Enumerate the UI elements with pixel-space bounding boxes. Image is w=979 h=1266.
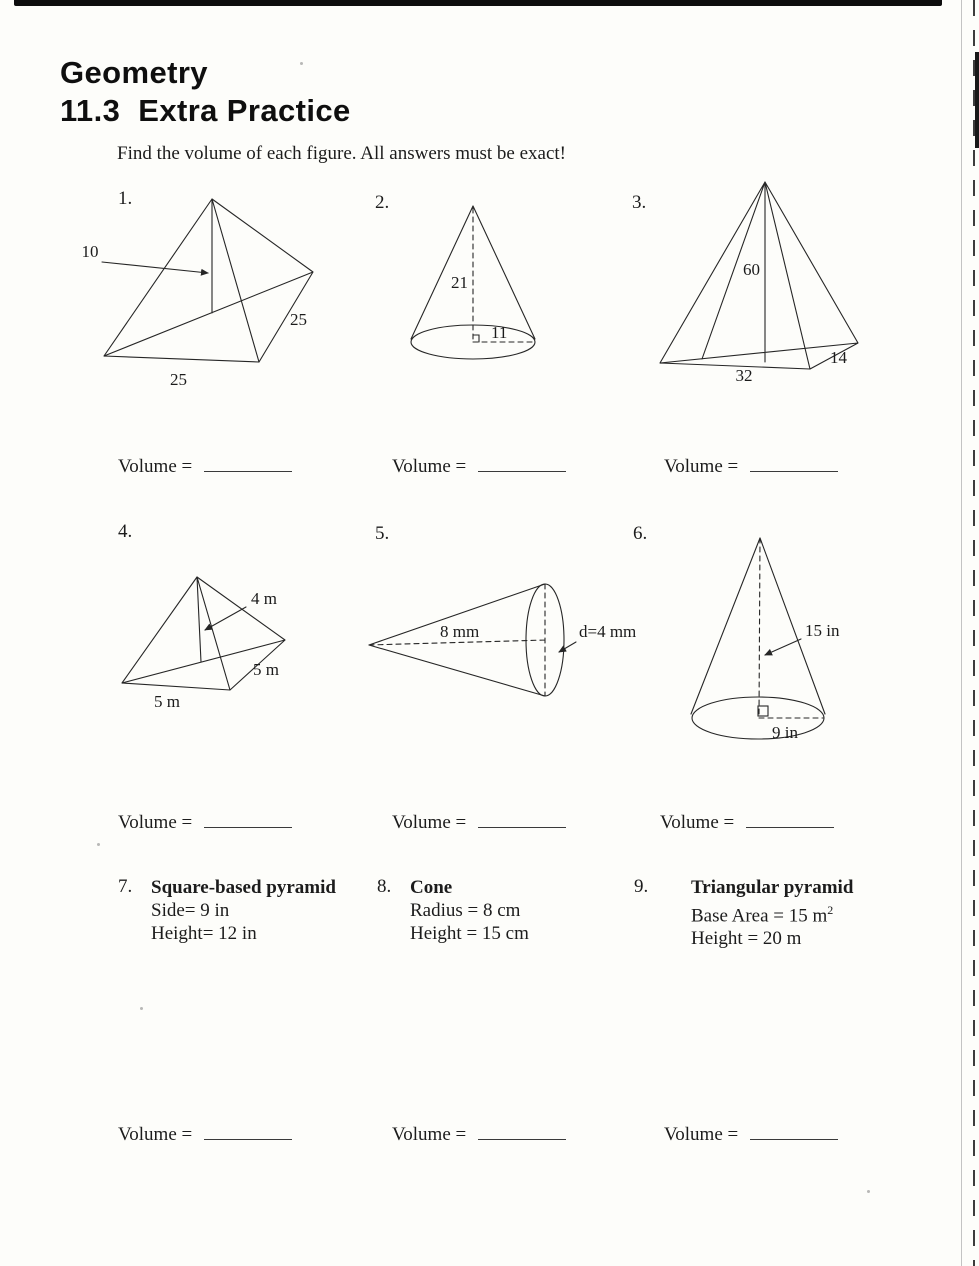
figure-4-pyramid [105, 563, 335, 713]
fig4-height-label: 4 m [251, 589, 277, 608]
problem-9-line1-text: Base Area = 15 m [691, 905, 828, 927]
figure-2-cone [398, 196, 568, 368]
problem-8-title: Cone [410, 877, 453, 898]
answer-blank-7 [204, 1120, 292, 1140]
answer-blank-1 [204, 452, 292, 472]
volume-answer-4 [118, 808, 292, 834]
volume-label: Volume = [660, 811, 735, 833]
height-and-radius-dashed [473, 208, 533, 342]
scan-speck [97, 843, 100, 846]
volume-label: Volume = [392, 455, 467, 477]
problem-9-line1-exponent: 2 [827, 903, 834, 917]
scan-artifact-right-line [961, 0, 962, 1266]
dimension-arrow [559, 642, 576, 652]
fig3-side-label: 14 [830, 348, 847, 367]
dimension-arrow [765, 639, 801, 655]
fig3-base-label: 32 [735, 366, 753, 385]
instructions: Find the volume of each figure. All answers must be exact! [117, 143, 567, 164]
problem-7-number: 7. [118, 876, 133, 897]
problem-9-line2: Height = 20 m [691, 928, 802, 950]
dimension-arrow [102, 262, 208, 273]
volume-label: Volume = [664, 455, 739, 477]
answer-blank-4 [204, 808, 292, 828]
problem-7-line2: Height= 12 in [151, 923, 257, 944]
volume-answer-7 [118, 1120, 292, 1146]
problem-4-number: 4. [118, 521, 133, 542]
right-angle-mark [473, 335, 479, 342]
volume-answer-1 [118, 452, 292, 478]
problem-9-line1 [691, 899, 853, 927]
scan-artifact-top-bar [14, 0, 942, 6]
problem-7-line1: Side= 9 in [151, 900, 230, 921]
problem-9-number: 9. [634, 876, 649, 897]
volume-answer-2 [392, 452, 566, 478]
scan-artifact-right-dashes [973, 0, 975, 1266]
figure-1-square-pyramid [62, 185, 330, 393]
figure-3-pyramid [632, 172, 882, 387]
volume-answer-8 [392, 1120, 566, 1146]
fig6-height-label: 15 in [805, 621, 840, 640]
problem-8-line1: Radius = 8 cm [410, 900, 521, 921]
answer-blank-3 [750, 452, 838, 472]
answer-blank-8 [478, 1120, 566, 1140]
problem-8 [377, 876, 607, 945]
volume-label: Volume = [392, 811, 467, 833]
volume-label: Volume = [118, 811, 193, 833]
problem-1-number: 1. [118, 188, 133, 209]
problem-7 [118, 876, 373, 945]
fig4-base-label: 5 m [154, 692, 180, 711]
scan-speck [300, 62, 303, 65]
volume-answer-6 [660, 808, 834, 834]
volume-label: Volume = [118, 1123, 193, 1145]
problem-5-number: 5. [375, 523, 390, 544]
volume-label: Volume = [392, 1123, 467, 1145]
worksheet-subtitle: 11.3 Extra Practice [60, 93, 351, 128]
problem-8-number: 8. [377, 876, 392, 897]
figure-5-horizontal-cone [362, 573, 662, 708]
fig1-right-edge-label: 25 [290, 310, 307, 329]
answer-blank-5 [478, 808, 566, 828]
fig4-right-edge-label: 5 m [253, 660, 279, 679]
volume-label: Volume = [664, 1123, 739, 1145]
dimension-arrow [205, 607, 246, 630]
fig5-diameter-label: d=4 mm [579, 622, 637, 641]
fig3-height-label: 60 [743, 260, 760, 279]
problem-7-title: Square-based pyramid [151, 877, 336, 898]
answer-blank-9 [750, 1120, 838, 1140]
volume-answer-3 [664, 452, 838, 478]
problem-9 [634, 876, 894, 950]
volume-answer-9 [664, 1120, 838, 1146]
fig5-length-label: 8 mm [440, 622, 480, 641]
fig6-radius-label: 9 in [772, 723, 798, 742]
problem-6-number: 6. [633, 523, 648, 544]
scan-speck [867, 1190, 870, 1193]
fig1-slant-label: 10 [81, 242, 99, 261]
scan-artifact-right-streak [975, 52, 979, 148]
answer-blank-6 [746, 808, 834, 828]
problem-8-line2: Height = 15 cm [410, 923, 529, 944]
fig2-height-label: 21 [451, 273, 468, 292]
answer-blank-2 [478, 452, 566, 472]
fig2-radius-label: 11 [491, 323, 508, 342]
problem-3-number: 3. [632, 192, 647, 213]
scan-speck [140, 1007, 143, 1010]
pyramid-outline [104, 199, 313, 362]
volume-label: Volume = [118, 455, 193, 477]
problem-2-number: 2. [375, 192, 390, 213]
fig1-base-label: 25 [170, 370, 187, 389]
problem-9-title: Triangular pyramid [691, 877, 854, 898]
worksheet-title: Geometry [60, 55, 208, 90]
volume-answer-5 [392, 808, 566, 834]
figure-6-cone [684, 526, 894, 754]
